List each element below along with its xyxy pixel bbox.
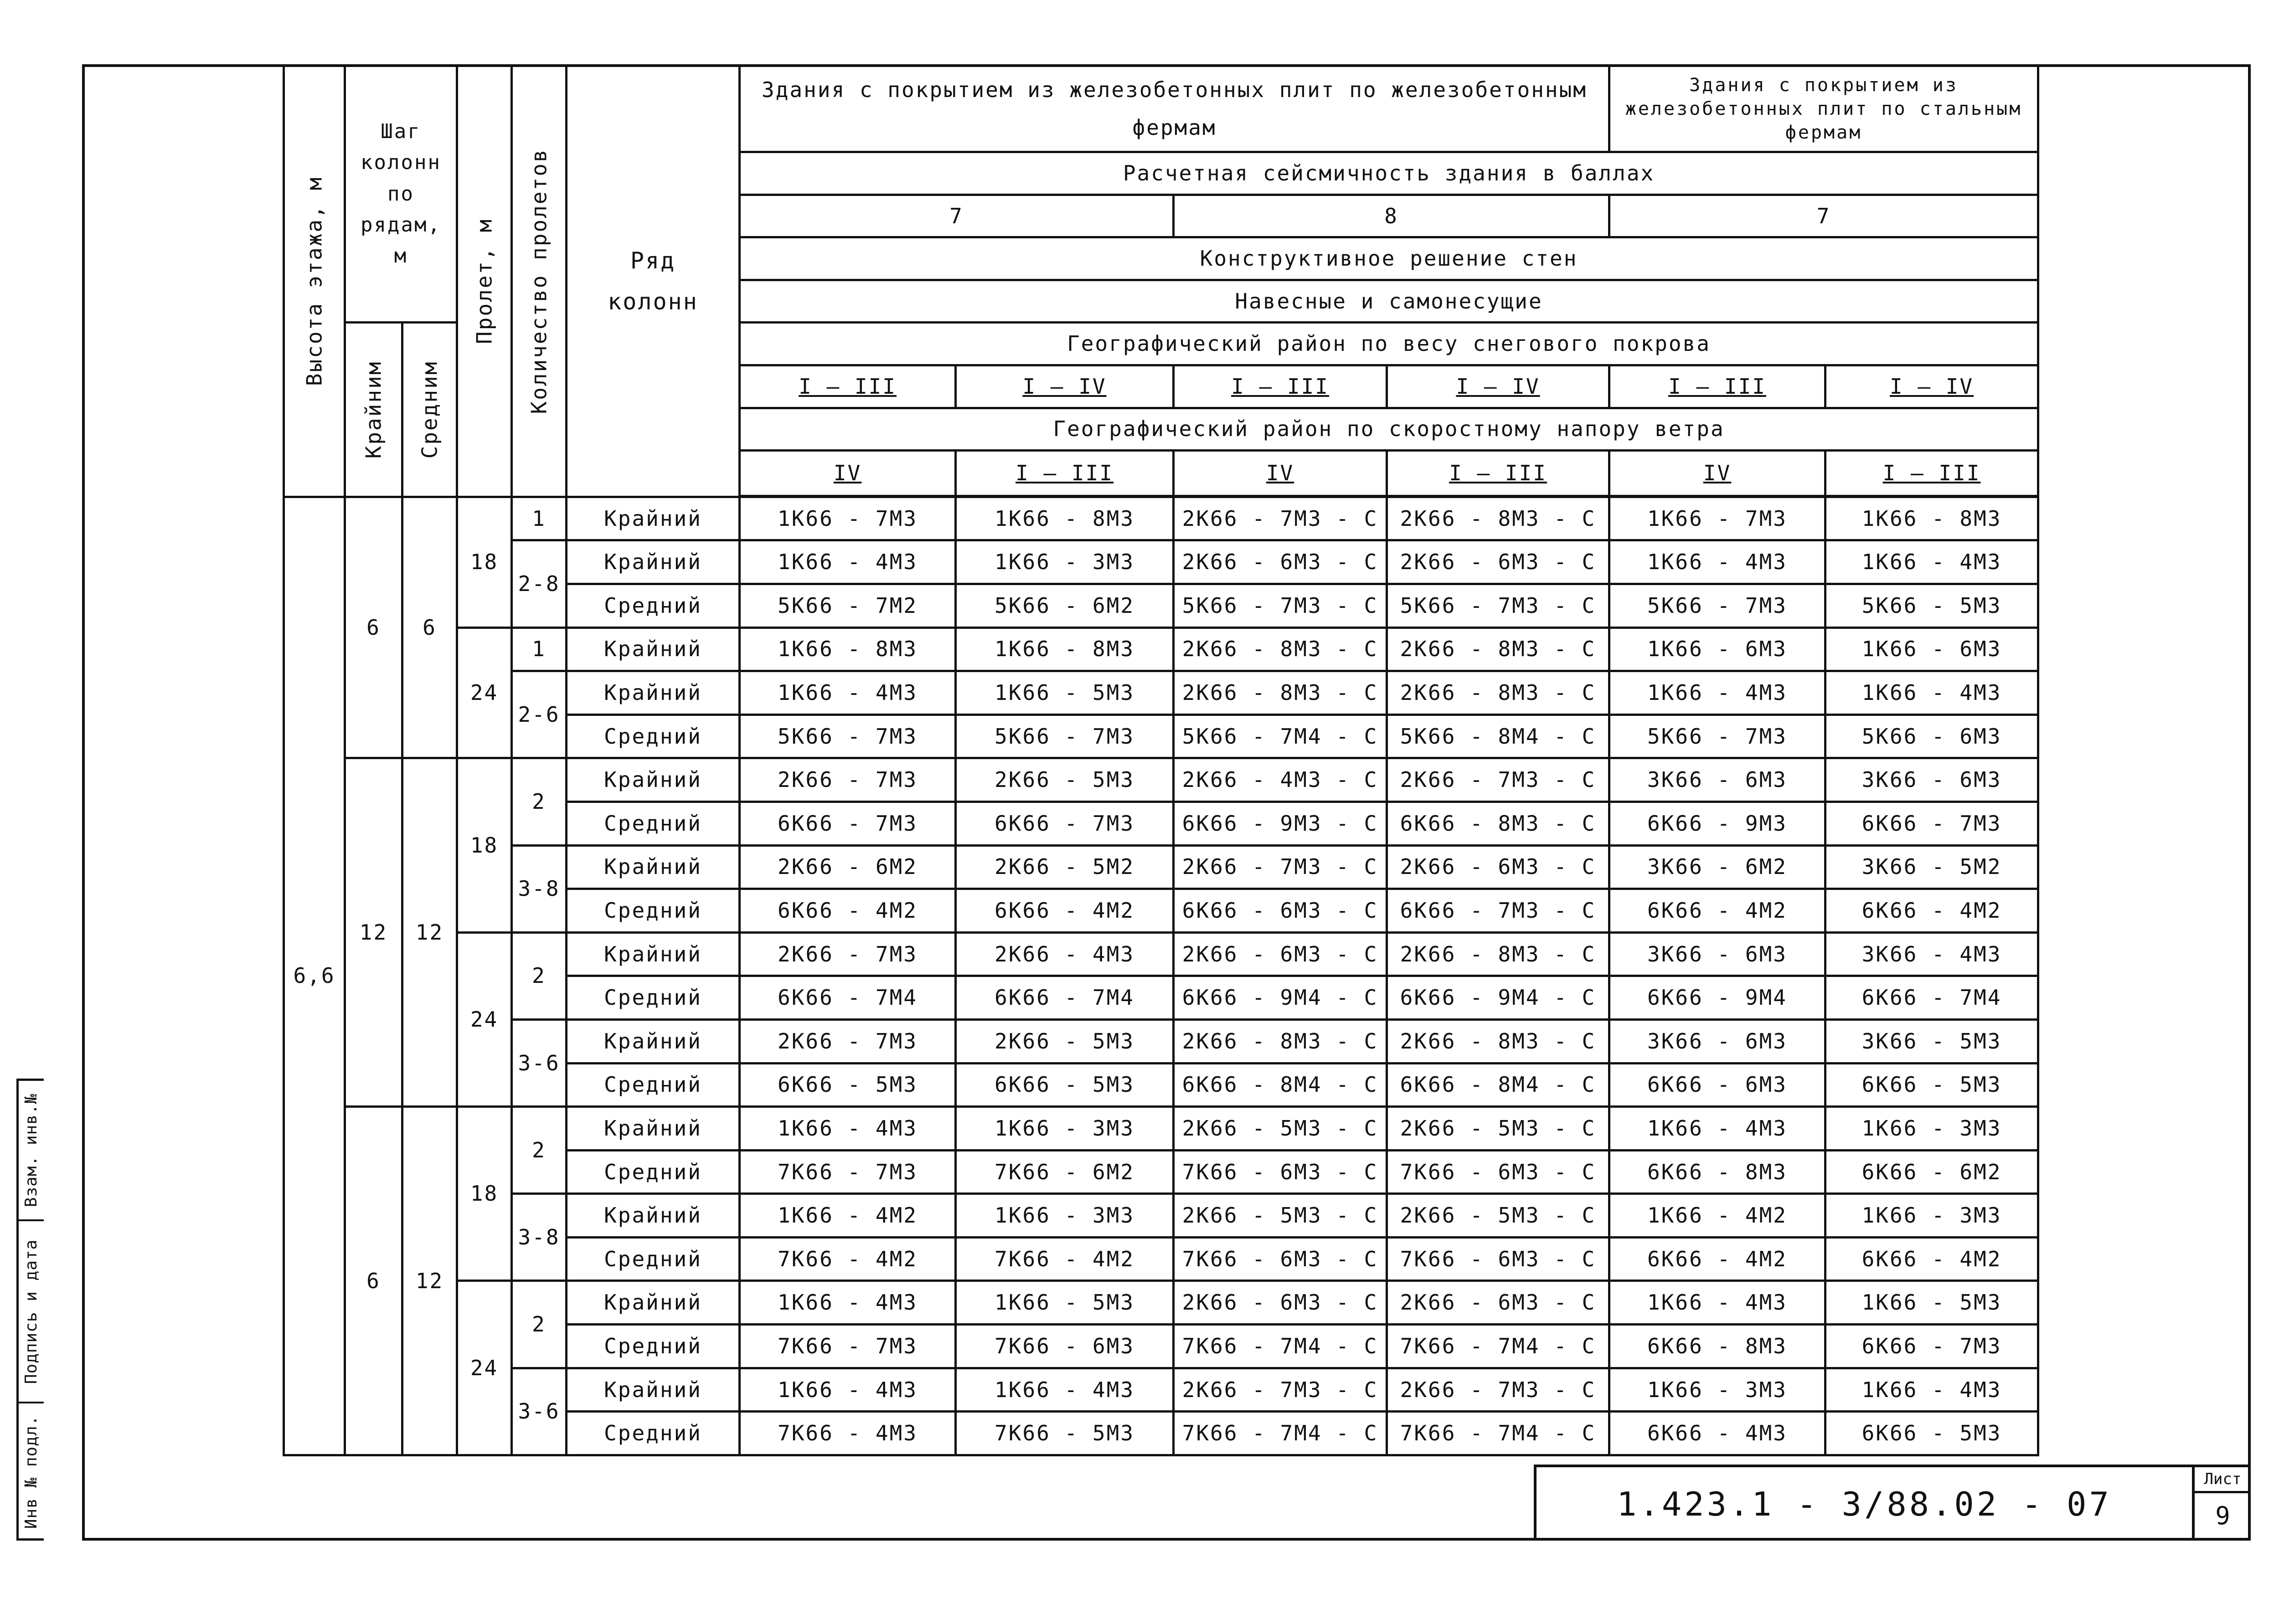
table-cell: 6К66 - 7М3 [1825, 1325, 2038, 1368]
signature-date-label: Подпись и дата [22, 1239, 41, 1384]
table-cell: 2К66 - 6М3 - С [1387, 1281, 1609, 1325]
span-count-value: 2-8 [512, 540, 567, 627]
table-cell: 3К66 - 4М3 [1825, 932, 2038, 976]
span-header: Пролет, м [457, 66, 512, 497]
row-label: Средний [567, 802, 740, 845]
wind-value-1: IV [740, 451, 956, 496]
wind-value-3: IV [1174, 451, 1387, 496]
table-cell: 6К66 - 7М4 [956, 976, 1174, 1020]
row-label: Средний [567, 1150, 740, 1194]
table-cell: 2К66 - 5М3 - С [1387, 1107, 1609, 1151]
table-cell: 2К66 - 5М3 [956, 758, 1174, 802]
table-cell: 1К66 - 4М3 [1609, 540, 1825, 584]
table-cell: 6К66 - 7М4 [1825, 976, 2038, 1020]
table-cell: 2К66 - 5М2 [956, 845, 1174, 889]
table-cell: 1К66 - 5М3 [956, 1281, 1174, 1325]
table-cell: 6К66 - 7М4 [740, 976, 956, 1020]
table-cell: 1К66 - 3М3 [956, 1107, 1174, 1151]
table-cell: 1К66 - 4М3 [1825, 1368, 2038, 1412]
table-cell: 7К66 - 6М3 - С [1387, 1237, 1609, 1281]
table-cell: 5К66 - 7М3 - С [1387, 584, 1609, 627]
table-cell: 6К66 - 4М2 [740, 889, 956, 933]
row-label: Крайний [567, 932, 740, 976]
table-cell: 7К66 - 6М2 [956, 1150, 1174, 1194]
span-count-value: 1 [512, 627, 567, 671]
inv-original-cell [19, 1403, 44, 1541]
table-cell: 2К66 - 8М3 - С [1387, 497, 1609, 540]
table-cell: 1К66 - 3М3 [956, 1194, 1174, 1238]
sheet-box [2192, 1465, 2251, 1541]
span-count-value: 2 [512, 1281, 567, 1368]
table-cell: 3К66 - 6М2 [1609, 845, 1825, 889]
row-label: Средний [567, 1063, 740, 1107]
table-cell: 6К66 - 6М3 [1609, 1063, 1825, 1107]
table-cell: 6К66 - 9М4 [1609, 976, 1825, 1020]
group3-outer-step: 6 [345, 1107, 402, 1455]
table-cell: 7К66 - 7М4 - С [1174, 1412, 1387, 1455]
table-cell: 7К66 - 7М3 [740, 1150, 956, 1194]
table-cell: 7К66 - 7М3 [740, 1325, 956, 1368]
table-cell: 2К66 - 8М3 - С [1387, 1019, 1609, 1063]
table-cell: 2К66 - 7М3 - С [1174, 845, 1387, 889]
table-cell: 1К66 - 4М3 [1609, 1281, 1825, 1325]
inv-original-label: Инв № подл. [22, 1415, 41, 1529]
table-cell: 1К66 - 8М3 [956, 627, 1174, 671]
table-cell: 6К66 - 4М2 [1609, 889, 1825, 933]
floor-height-header: Высота этажа, м [284, 66, 345, 497]
table-cell: 2К66 - 6М3 - С [1174, 932, 1387, 976]
snow-region-header: Географический район по весу снегового покрова [740, 323, 2038, 365]
span-value: 18 [457, 758, 512, 932]
snow-value-6: I – IV [1825, 365, 2038, 408]
table-cell: 5К66 - 7М2 [740, 584, 956, 627]
group1-middle-step: 6 [402, 497, 457, 758]
table-cell: 1К66 - 6М3 [1825, 627, 2038, 671]
row-label: Крайний [567, 1019, 740, 1063]
table-cell: 1К66 - 4М2 [1609, 1194, 1825, 1238]
table-cell: 1К66 - 4М3 [740, 1368, 956, 1412]
group-steel-trusses-header: Здания с покрытием из железобетонных плит по стальным фермам [1609, 66, 2038, 152]
table-cell: 2К66 - 6М3 - С [1387, 540, 1609, 584]
table-cell: 1К66 - 3М3 [1609, 1368, 1825, 1412]
table-cell: 7К66 - 5М3 [956, 1412, 1174, 1455]
group3-middle-step: 12 [402, 1107, 457, 1455]
table-cell: 2К66 - 7М3 [740, 1019, 956, 1063]
table-cell: 5К66 - 7М3 [1609, 714, 1825, 758]
table-cell: 5К66 - 7М4 - С [1174, 714, 1387, 758]
row-label: Крайний [567, 497, 740, 540]
sheet-number: 9 [2215, 1501, 2230, 1530]
column-selection-table [283, 64, 2256, 1456]
table-cell: 1К66 - 4М3 [740, 671, 956, 715]
row-label: Крайний [567, 1368, 740, 1412]
table-cell: 2К66 - 5М3 [956, 1019, 1174, 1063]
table-cell: 1К66 - 3М3 [956, 540, 1174, 584]
table-cell: 1К66 - 4М3 [740, 1107, 956, 1151]
table-cell: 3К66 - 6М3 [1825, 758, 2038, 802]
floor-height-value: 6,6 [284, 497, 345, 1455]
snow-value-1: I – III [740, 365, 956, 408]
wind-value-4: I – III [1387, 451, 1609, 496]
group-rc-trusses-header: Здания с покрытием из железобетонных плит по железобетонным фермам [740, 66, 1609, 152]
table-cell: 1К66 - 7М3 [740, 497, 956, 540]
row-label: Средний [567, 1325, 740, 1368]
table-cell: 1К66 - 4М3 [956, 1368, 1174, 1412]
table-cell: 2К66 - 6М3 - С [1387, 845, 1609, 889]
table-cell: 2К66 - 8М3 - С [1387, 627, 1609, 671]
table-cell: 6К66 - 8М3 [1609, 1325, 1825, 1368]
table-cell: 2К66 - 7М3 [740, 932, 956, 976]
table-cell: 6К66 - 5М3 [956, 1063, 1174, 1107]
table-cell: 5К66 - 7М3 [740, 714, 956, 758]
table-cell: 7К66 - 4М3 [740, 1412, 956, 1455]
snow-value-2: I – IV [956, 365, 1174, 408]
table-cell: 6К66 - 7М3 [1825, 802, 2038, 845]
table-cell: 6К66 - 6М3 - С [1174, 889, 1387, 933]
table-cell: 1К66 - 3М3 [1825, 1194, 2038, 1238]
table-cell: 2К66 - 8М3 - С [1174, 1019, 1387, 1063]
table-cell: 5К66 - 7М3 - С [1174, 584, 1387, 627]
table-cell: 6К66 - 4М2 [1825, 1237, 2038, 1281]
span-value: 24 [457, 627, 512, 758]
row-label: Средний [567, 1237, 740, 1281]
row-label: Крайний [567, 1281, 740, 1325]
table-cell: 6К66 - 9М4 - С [1387, 976, 1609, 1020]
table-cell: 1К66 - 8М3 [740, 627, 956, 671]
replaced-inv-cell [19, 1081, 44, 1221]
span-count-value: 3-6 [512, 1019, 567, 1106]
table-cell: 1К66 - 4М3 [740, 540, 956, 584]
table-cell: 6К66 - 5М3 [1825, 1412, 2038, 1455]
table-cell: 3К66 - 6М3 [1609, 1019, 1825, 1063]
table-cell: 1К66 - 5М3 [956, 671, 1174, 715]
snow-value-4: I – IV [1387, 365, 1609, 408]
row-label: Средний [567, 976, 740, 1020]
table-cell: 7К66 - 7М4 - С [1174, 1325, 1387, 1368]
table-cell: 6К66 - 8М3 - С [1387, 802, 1609, 845]
table-cell: 1К66 - 4М3 [1825, 540, 2038, 584]
table-cell: 2К66 - 7М3 - С [1387, 758, 1609, 802]
row-label: Средний [567, 584, 740, 627]
row-label: Средний [567, 1412, 740, 1455]
table-cell: 1К66 - 4М3 [1825, 671, 2038, 715]
span-count-value: 3-8 [512, 1194, 567, 1281]
table-cell: 1К66 - 7М3 [1609, 497, 1825, 540]
table-cell: 2К66 - 6М3 - С [1174, 1281, 1387, 1325]
table-cell: 5К66 - 6М3 [1825, 714, 2038, 758]
table-cell: 6К66 - 7М3 [956, 802, 1174, 845]
wind-value-5: IV [1609, 451, 1825, 496]
row-label: Средний [567, 889, 740, 933]
table-cell: 7К66 - 7М4 - С [1387, 1325, 1609, 1368]
table-cell: 3К66 - 5М2 [1825, 845, 2038, 889]
table-cell: 2К66 - 5М3 - С [1174, 1194, 1387, 1238]
side-strip [16, 1079, 44, 1541]
span-count-value: 1 [512, 497, 567, 540]
table-cell: 6К66 - 8М4 - С [1174, 1063, 1387, 1107]
span-value: 18 [457, 497, 512, 627]
wall-solution-header: Конструктивное решение стен [740, 237, 2038, 280]
span-count-value: 3-6 [512, 1368, 567, 1455]
table-cell: 5К66 - 5М3 [1825, 584, 2038, 627]
span-count-value: 2 [512, 932, 567, 1019]
table-cell: 6К66 - 9М3 - С [1174, 802, 1387, 845]
table-cell: 7К66 - 7М4 - С [1387, 1412, 1609, 1455]
table-cell: 1К66 - 4М3 [1609, 671, 1825, 715]
table-cell: 6К66 - 8М4 - С [1387, 1063, 1609, 1107]
table-cell: 1К66 - 6М3 [1609, 627, 1825, 671]
table-cell: 2К66 - 7М3 [740, 758, 956, 802]
span-value: 24 [457, 932, 512, 1106]
table-cell: 2К66 - 8М3 - С [1387, 932, 1609, 976]
span-count-value: 2 [512, 758, 567, 845]
row-label: Крайний [567, 1194, 740, 1238]
seismicity-header: Расчетная сейсмичность здания в баллах [740, 152, 2038, 195]
table-cell: 1К66 - 8М3 [956, 497, 1174, 540]
table-cell: 2К66 - 4М3 - С [1174, 758, 1387, 802]
document-code: 1.423.1 - 3/88.02 - 07 [1534, 1465, 2192, 1541]
snow-value-5: I – III [1609, 365, 1825, 408]
table-cell: 7К66 - 6М3 - С [1387, 1150, 1609, 1194]
span-value: 24 [457, 1281, 512, 1455]
row-label: Крайний [567, 627, 740, 671]
replaced-inv-label: Взам. инв.№ [22, 1093, 41, 1207]
outer-step-header: Крайним [345, 323, 402, 497]
table-cell: 6К66 - 8М3 [1609, 1150, 1825, 1194]
table-cell: 6К66 - 7М3 [740, 802, 956, 845]
table-cell: 5К66 - 8М4 - С [1387, 714, 1609, 758]
table-cell: 2К66 - 6М3 - С [1174, 540, 1387, 584]
table-cell: 6К66 - 4М2 [1825, 889, 2038, 933]
middle-step-header: Средним [402, 323, 457, 497]
table-cell: 1К66 - 4М3 [1609, 1107, 1825, 1151]
table-cell: 2К66 - 6М2 [740, 845, 956, 889]
span-count-value: 2-6 [512, 671, 567, 758]
group2-middle-step: 12 [402, 758, 457, 1107]
table-cell: 2К66 - 7М3 - С [1174, 1368, 1387, 1412]
table-cell: 6К66 - 6М2 [1825, 1150, 2038, 1194]
table-cell: 7К66 - 6М3 - С [1174, 1237, 1387, 1281]
seismic-value-1: 7 [740, 195, 1174, 237]
table-cell: 5К66 - 6М2 [956, 584, 1174, 627]
wind-value-6: I – III [1825, 451, 2038, 496]
table-cell: 6К66 - 4М2 [1609, 1237, 1825, 1281]
table-cell: 1К66 - 4М3 [740, 1281, 956, 1325]
row-label: Крайний [567, 540, 740, 584]
table-cell: 2К66 - 5М3 - С [1387, 1194, 1609, 1238]
span-count-header: Количество пролетов [512, 66, 567, 497]
row-label: Крайний [567, 1107, 740, 1151]
seismic-value-3: 7 [1609, 195, 2038, 237]
table-cell: 2К66 - 8М3 - С [1174, 671, 1387, 715]
table-cell: 6К66 - 4М3 [1609, 1412, 1825, 1455]
table-cell: 6К66 - 9М3 [1609, 802, 1825, 845]
row-label: Крайний [567, 671, 740, 715]
span-count-value: 3-8 [512, 845, 567, 932]
table-cell: 7К66 - 6М3 [956, 1325, 1174, 1368]
table-cell: 6К66 - 9М4 - С [1174, 976, 1387, 1020]
table-cell: 2К66 - 7М3 - С [1387, 1368, 1609, 1412]
column-step-header: Шаг колонн по рядам, м [345, 66, 457, 323]
snow-value-3: I – III [1174, 365, 1387, 408]
table-cell: 2К66 - 7М3 - С [1174, 497, 1387, 540]
group1-outer-step: 6 [345, 497, 402, 758]
wall-type-header: Навесные и самонесущие [740, 280, 2038, 323]
table-cell: 2К66 - 8М3 - С [1387, 671, 1609, 715]
row-label: Средний [567, 714, 740, 758]
table-cell: 7К66 - 4М2 [740, 1237, 956, 1281]
span-value: 18 [457, 1107, 512, 1281]
wind-region-header: Географический район по скоростному напору ветра [740, 408, 2038, 451]
row-label: Крайний [567, 758, 740, 802]
table-cell: 5К66 - 7М3 [1609, 584, 1825, 627]
table-cell: 1К66 - 5М3 [1825, 1281, 2038, 1325]
span-count-value: 2 [512, 1107, 567, 1194]
table-cell: 1К66 - 4М2 [740, 1194, 956, 1238]
row-label: Крайний [567, 845, 740, 889]
table-cell: 6К66 - 5М3 [1825, 1063, 2038, 1107]
table-cell: 3К66 - 6М3 [1609, 758, 1825, 802]
table-cell: 5К66 - 7М3 [956, 714, 1174, 758]
table-cell: 6К66 - 4М2 [956, 889, 1174, 933]
column-row-header: Ряд колонн [567, 66, 740, 497]
table-cell: 1К66 - 8М3 [1825, 497, 2038, 540]
group2-outer-step: 12 [345, 758, 402, 1107]
table-cell: 7К66 - 4М2 [956, 1237, 1174, 1281]
table-cell: 6К66 - 5М3 [740, 1063, 956, 1107]
seismic-value-2: 8 [1174, 195, 1609, 237]
table-cell: 2К66 - 4М3 [956, 932, 1174, 976]
table-cell: 6К66 - 7М3 - С [1387, 889, 1609, 933]
table-cell: 3К66 - 6М3 [1609, 932, 1825, 976]
wind-value-2: I – III [956, 451, 1174, 496]
table-cell: 2К66 - 5М3 - С [1174, 1107, 1387, 1151]
table-cell: 2К66 - 8М3 - С [1174, 627, 1387, 671]
sheet-label: Лист [2195, 1467, 2251, 1493]
signature-date-cell [19, 1221, 44, 1403]
table-cell: 1К66 - 3М3 [1825, 1107, 2038, 1151]
table-cell: 7К66 - 6М3 - С [1174, 1150, 1387, 1194]
table-cell: 3К66 - 5М3 [1825, 1019, 2038, 1063]
